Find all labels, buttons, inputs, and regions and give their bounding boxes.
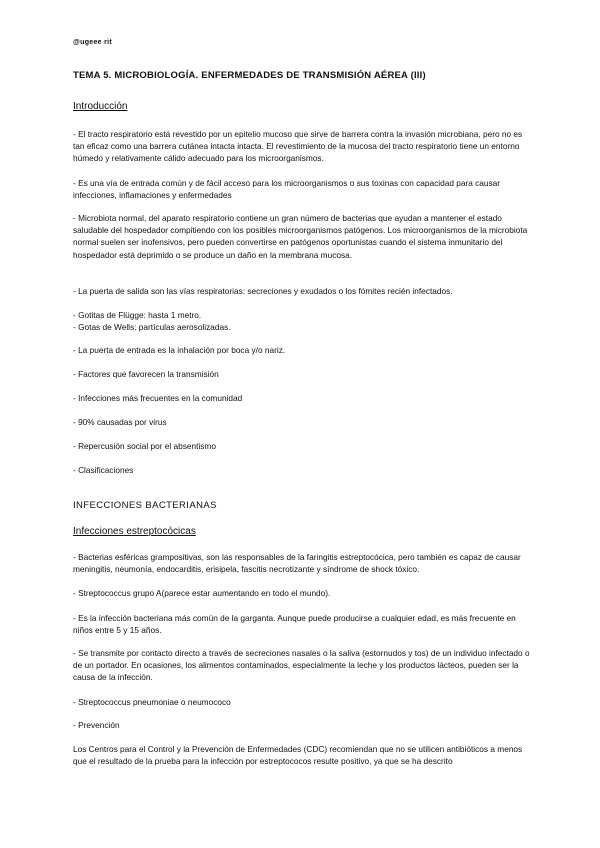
paragraph: - Microbiota normal, del aparato respiratorio contiene un gran número de bacterias que ayudan a mantener el estado saludable del hospedador compitiendo con los posibles microorganismos patógenos. Los microorganismos de la microbiota normal suelen ser inofensivos, pero pueden convertirse en patógenos oportunistas cuando el sistema inmunitario del hospedador está deprimido o se produce un daño en la membrana mucosa. <box>73 213 528 260</box>
page-title: TEMA 5. MICROBIOLOGÍA. ENFERMEDADES DE TRANSMISIÓN AÉREA (III) <box>73 70 426 81</box>
paragraph: - Prevención <box>73 720 120 730</box>
paragraph: Los Centros para el Control y la Prevención de Enfermedades (CDC) recomiendan que no se utilicen antibióticos a menos que el resultado de la prueba para la infección por estreptococos resulte positivo, ya que se ha descrito <box>73 744 523 767</box>
paragraph: - Streptococcus pneumoniae o neumococo <box>73 697 231 707</box>
paragraph: - Bacterias esféricas grampositivas, son las responsables de la faringitis estreptocócica, pero también es capaz de causar meningitis, neumonía, endocarditis, erisipela, fascitis necrotizante y síndrome de shock tóxico. <box>73 552 521 575</box>
section-heading-introduccion: Introducción <box>73 101 128 112</box>
paragraph: - Clasificaciones <box>73 465 134 475</box>
paragraph: - Es una vía de entrada común y de fácil acceso para los microorganismos o sus toxinas con capacidad para causar infecciones, inflamaciones y enfermedades <box>73 178 501 201</box>
paragraph: - La puerta de entrada es la inhalación por boca y/o nariz. <box>73 345 286 355</box>
paragraph: - Se transmite por contacto directo a través de secreciones nasales o la saliva (estornudos y tos) de un individuo infectado o de un portador. En ocasiones, los alimentos contaminados, especialmente la leche y los productos lácteos, pueden ser la causa de la infección. <box>73 648 530 683</box>
brand-logo: @ugeee rit <box>73 39 113 46</box>
section-heading-infecciones-bacterianas: INFECCIONES BACTERIANAS <box>73 500 217 511</box>
bullet-item: - Gotitas de Flügge: hasta 1 metro. <box>73 310 202 320</box>
bullet-item: - 90% causadas por virus <box>73 417 167 427</box>
paragraph: - Factores que favorecen la transmisión <box>73 369 219 379</box>
paragraph: - Streptococcus grupo A(parece estar aumentando en todo el mundo). <box>73 588 331 598</box>
paragraph: - La puerta de salida son las vías respiratorias: secreciones y exudados o los fómites recién infectados. <box>73 286 453 296</box>
bullet-item: - Gotas de Wells: partículas aerosolizadas. <box>73 322 231 332</box>
paragraph: - Es la infección bacteriana más común de la garganta. Aunque puede producirse a cualquier edad, es más frecuente en niños entre 5 y 15 años. <box>73 613 516 636</box>
paragraph: - Infecciones más frecuentes en la comunidad <box>73 393 243 403</box>
paragraph: - Repercusión social por el absentismo <box>73 441 216 451</box>
subsection-heading: Infecciones estreptocócicas <box>73 526 196 537</box>
paragraph: - El tracto respiratorio está revestido por un epitelio mucoso que sirve de barrera contra la invasión microbiana, pero no es tan eficaz como una barrera cutánea intacta intacta. El revestimiento de la mucosa del tracto respiratorio tiene un entorno húmedo y relativamente cálido adecuado para los microorganismos. <box>73 129 523 164</box>
